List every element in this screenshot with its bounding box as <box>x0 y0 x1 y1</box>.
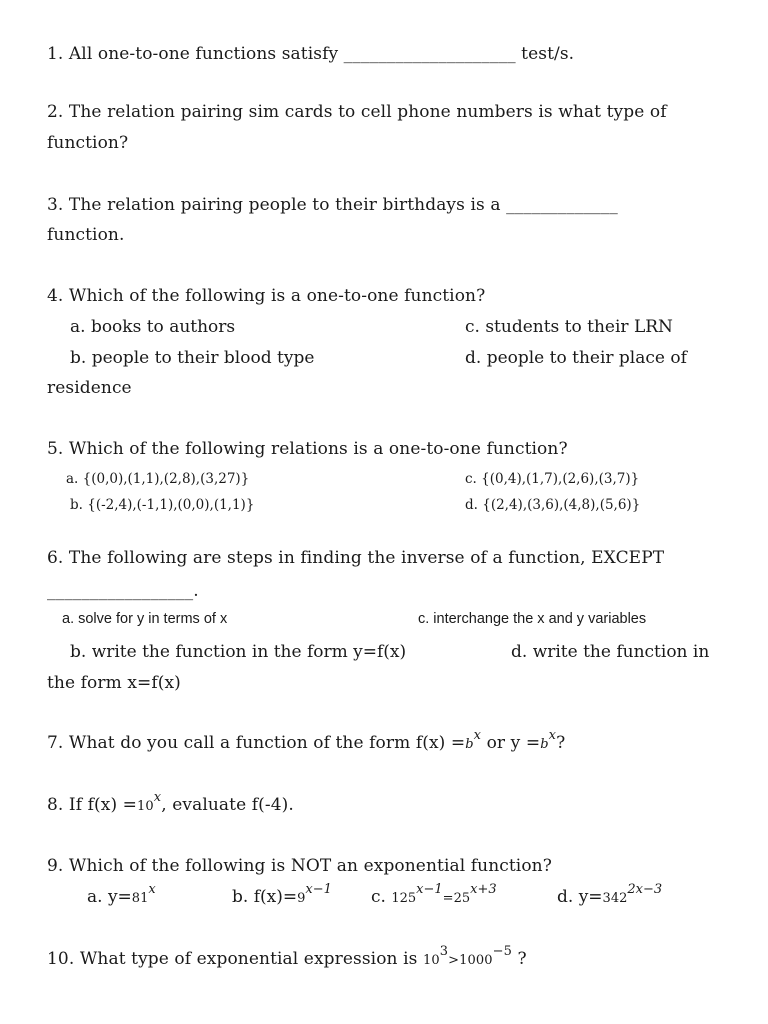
question-7-text: 7. What do you call a function of the form f(x) = <box>47 733 466 753</box>
question-6-option-d-continued: the form x=f(x) <box>47 673 181 693</box>
question-8 <box>47 790 294 818</box>
question-9-c-equals: = <box>442 891 454 906</box>
question-2-line-2: function? <box>47 133 129 153</box>
question-10-base-2: 1000 <box>459 953 493 968</box>
question-9-a-exponent: x <box>148 882 156 898</box>
question-7-exponent-2: x <box>548 728 557 744</box>
question-4-option-a: a. books to authors <box>70 317 236 337</box>
question-7-exponent-1: x <box>473 728 482 744</box>
question-9-c-base-2: 25 <box>453 891 471 906</box>
question-9-option-d <box>557 882 663 910</box>
question-10-exponent-2: −5 <box>492 944 512 960</box>
question-4-option-d-continued: residence <box>47 378 132 398</box>
question-5: 5. Which of the following relations is a one-to-one function? <box>47 439 568 459</box>
question-9-a-base: 81 <box>131 891 149 906</box>
question-6-option-d: d. write the function in <box>511 642 710 662</box>
question-6-option-c: c. interchange the x and y variables <box>418 611 647 627</box>
question-6-line-2: _________________. <box>47 581 199 601</box>
question-9-a-label: a. y= <box>87 887 132 907</box>
question-7 <box>47 728 566 756</box>
question-4-option-d: d. people to their place of <box>465 348 687 368</box>
question-9-b-exponent: x−1 <box>305 882 332 898</box>
question-6-line-1: 6. The following are steps in finding the inverse of a function, EXCEPT <box>47 548 665 568</box>
question-9-option-c <box>371 882 497 910</box>
question-9-d-label: d. y= <box>557 887 603 907</box>
question-4: 4. Which of the following is a one-to-one function? <box>47 286 486 306</box>
question-9-b-label: b. f(x)= <box>232 887 298 907</box>
question-9-b-base: 9 <box>297 891 306 906</box>
question-7-base-1: b <box>465 737 474 752</box>
question-8-text: 8. If f(x) = <box>47 795 138 815</box>
question-9-option-a <box>87 882 156 910</box>
question-10-exponent-1: 3 <box>439 944 449 960</box>
question-10 <box>47 944 527 972</box>
question-4-option-c: c. students to their LRN <box>465 317 673 337</box>
question-5-option-d: d. {(2,4),(3,6),(4,8),(5,6)} <box>465 497 641 513</box>
question-10-end: ? <box>511 949 527 969</box>
question-1: 1. All one-to-one functions satisfy ____________________ test/s. <box>47 44 575 64</box>
question-10-greater-than: > <box>448 953 460 968</box>
question-6-option-b: b. write the function in the form y=f(x) <box>70 642 407 662</box>
question-9-d-exponent: 2x−3 <box>627 882 663 898</box>
question-8-end: , evaluate f(-4). <box>161 795 294 815</box>
question-9-c-exponent-2: x+3 <box>470 882 497 898</box>
question-7-end: ? <box>556 733 566 753</box>
question-7-base-2: b <box>540 737 549 752</box>
question-5-option-c: c. {(0,4),(1,7),(2,6),(3,7)} <box>465 471 640 487</box>
question-4-option-b: b. people to their blood type <box>70 348 315 368</box>
question-8-base: 10 <box>137 799 154 814</box>
question-10-text: 10. What type of exponential expression is <box>47 949 423 969</box>
question-8-exponent: x <box>153 790 162 806</box>
question-6-option-a: a. solve for y in terms of x <box>62 611 228 627</box>
question-9: 9. Which of the following is NOT an exponential function? <box>47 856 552 876</box>
question-2-line-1: 2. The relation pairing sim cards to cell phone numbers is what type of <box>47 102 667 122</box>
question-9-d-base: 342 <box>602 891 628 906</box>
question-9-c-base-1: 125 <box>391 891 417 906</box>
question-9-c-exponent-1: x−1 <box>416 882 443 898</box>
question-3-line-2: function. <box>47 225 125 245</box>
question-9-option-b <box>232 882 332 910</box>
question-7-or: or y = <box>481 733 541 753</box>
question-3-line-1: 3. The relation pairing people to their birthdays is a _____________ <box>47 195 618 215</box>
question-5-option-a: a. {(0,0),(1,1),(2,8),(3,27)} <box>66 471 250 487</box>
question-9-c-label: c. <box>371 887 392 907</box>
question-5-option-b: b. {(-2,4),(-1,1),(0,0),(1,1)} <box>70 497 255 513</box>
question-10-base-1: 10 <box>422 953 440 968</box>
